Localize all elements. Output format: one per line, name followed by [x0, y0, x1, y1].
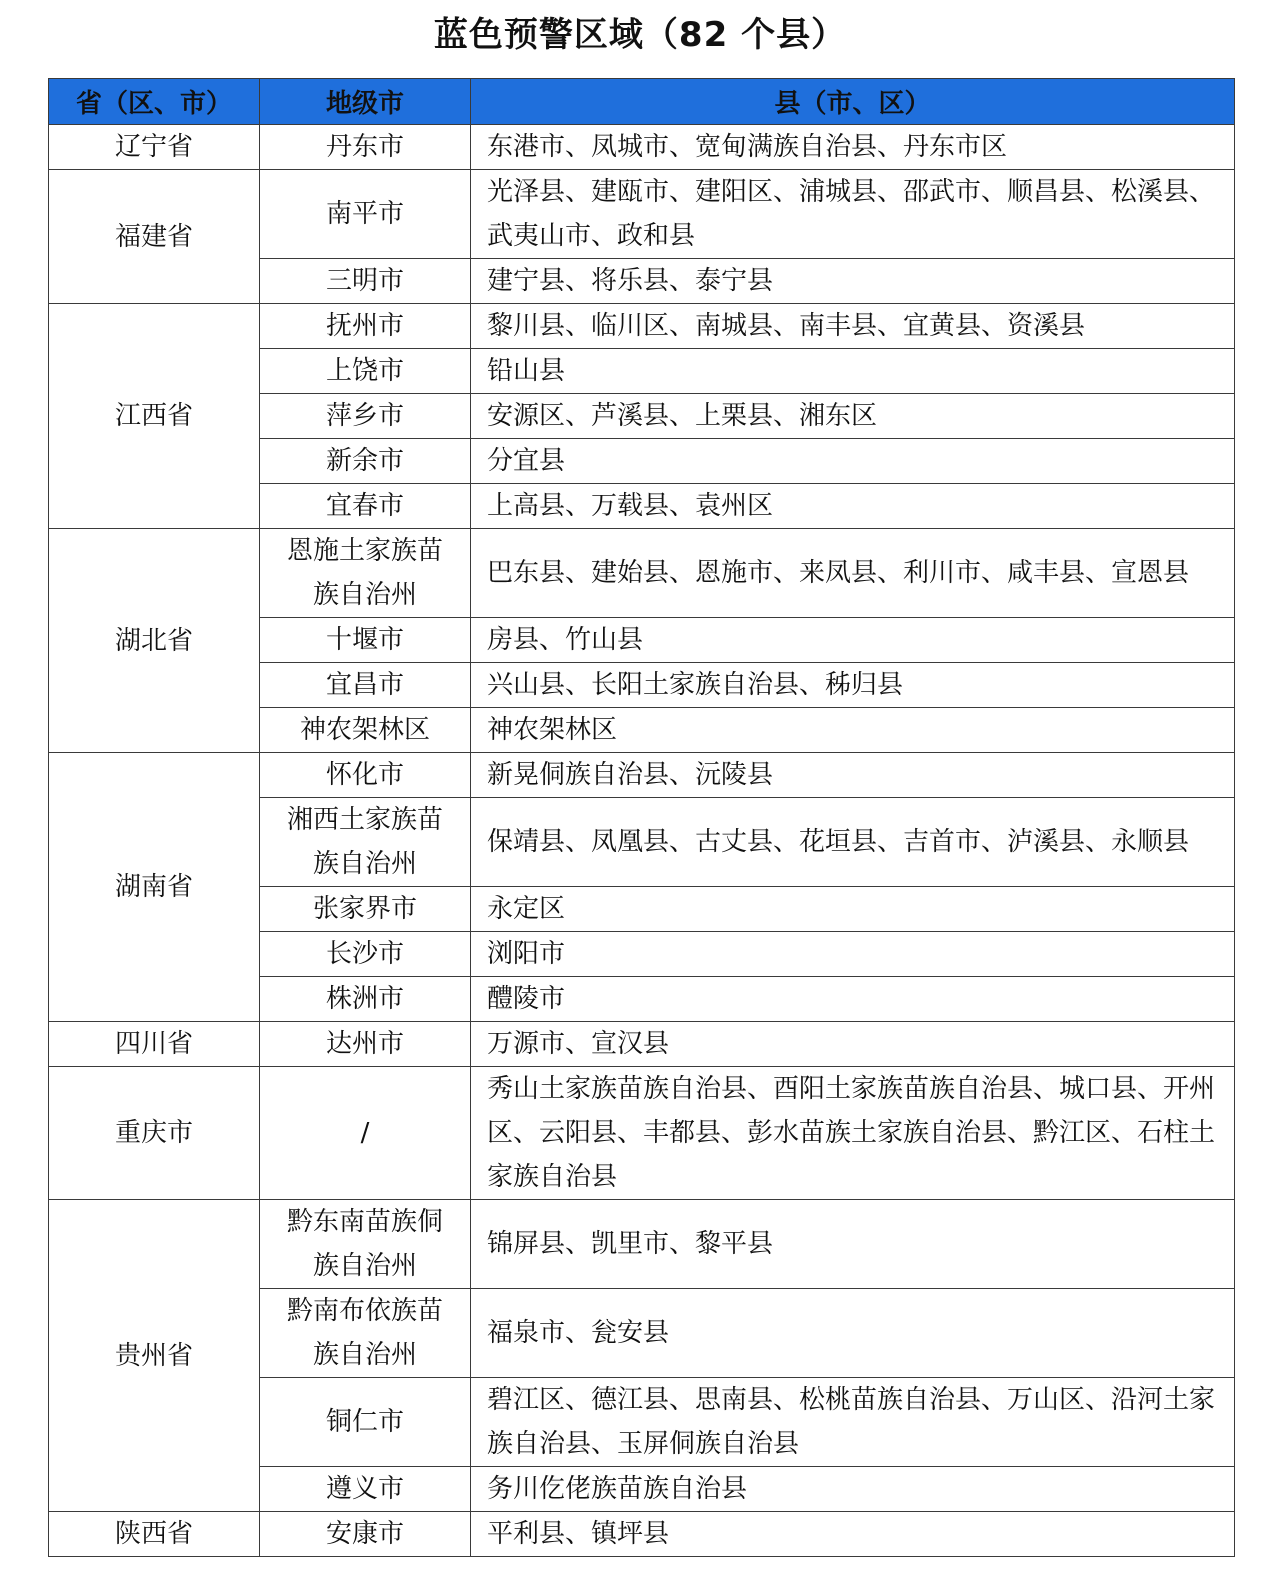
county-list-cell: 黎川县、临川区、南城县、南丰县、宜黄县、资溪县	[471, 304, 1235, 349]
city-name: /	[360, 1118, 370, 1148]
city-cell	[260, 798, 471, 887]
county-list-cell: 永定区	[471, 887, 1235, 932]
city-cell	[260, 663, 471, 708]
city-cell	[260, 484, 471, 529]
table-row	[49, 1512, 1235, 1557]
province-cell: 重庆市	[49, 1067, 260, 1200]
city-name: 宜昌市	[325, 670, 404, 700]
table-row	[49, 1067, 1235, 1200]
city-name: 株洲市	[325, 984, 404, 1014]
county-list-cell: 浏阳市	[471, 932, 1235, 977]
table-row	[49, 304, 1235, 349]
city-cell	[260, 932, 471, 977]
county-list-cell: 建宁县、将乐县、泰宁县	[471, 259, 1235, 304]
province-cell: 四川省	[49, 1022, 260, 1067]
county-list-cell: 神农架林区	[471, 708, 1235, 753]
city-cell	[260, 125, 471, 170]
city-name: 黔南布依族苗族自治州	[286, 1296, 443, 1370]
city-name: 黔东南苗族侗族自治州	[286, 1207, 443, 1281]
table-body	[49, 125, 1235, 1557]
city-cell	[260, 887, 471, 932]
city-name: 安康市	[325, 1519, 404, 1549]
page-title: 蓝色预警区域（82 个县）	[433, 15, 847, 55]
city-name: 三明市	[325, 266, 404, 296]
city-cell	[260, 1512, 471, 1557]
province-cell: 江西省	[49, 304, 260, 529]
city-name: 南平市	[325, 199, 404, 229]
city-cell	[260, 753, 471, 798]
county-list-cell: 巴东县、建始县、恩施市、来凤县、利川市、咸丰县、宣恩县	[471, 529, 1235, 618]
province-cell: 湖南省	[49, 753, 260, 1022]
city-cell	[260, 349, 471, 394]
county-list-cell: 分宜县	[471, 439, 1235, 484]
city-cell	[260, 1467, 471, 1512]
province-cell: 辽宁省	[49, 125, 260, 170]
header-province: 省（区、市）	[49, 79, 260, 125]
city-cell	[260, 1289, 471, 1378]
county-list-cell: 秀山土家族苗族自治县、酉阳土家族苗族自治县、城口县、开州区、云阳县、丰都县、彭水苗族土家族自治县、黔江区、石柱土家族自治县	[471, 1067, 1235, 1200]
county-list-cell: 平利县、镇坪县	[471, 1512, 1235, 1557]
city-cell	[260, 1067, 471, 1200]
county-list-cell: 铅山县	[471, 349, 1235, 394]
city-name: 抚州市	[325, 311, 404, 341]
county-list-cell: 福泉市、瓮安县	[471, 1289, 1235, 1378]
city-name: 上饶市	[325, 356, 404, 386]
city-name: 遵义市	[325, 1474, 404, 1504]
city-name: 张家界市	[312, 894, 417, 924]
table-row	[49, 1200, 1235, 1289]
city-name: 新余市	[325, 446, 404, 476]
table-row	[49, 1022, 1235, 1067]
county-list-cell: 锦屏县、凯里市、黎平县	[471, 1200, 1235, 1289]
county-list-cell: 上高县、万载县、袁州区	[471, 484, 1235, 529]
city-name: 萍乡市	[325, 401, 404, 431]
city-name: 铜仁市	[325, 1407, 404, 1437]
county-list-cell: 安源区、芦溪县、上栗县、湘东区	[471, 394, 1235, 439]
city-cell	[260, 708, 471, 753]
city-name: 十堰市	[325, 625, 404, 655]
city-name: 湘西土家族苗族自治州	[286, 805, 443, 879]
table-row	[49, 529, 1235, 618]
city-name: 丹东市	[325, 132, 404, 162]
county-list-cell: 房县、竹山县	[471, 618, 1235, 663]
city-cell	[260, 529, 471, 618]
table-row	[49, 125, 1235, 170]
county-list-cell: 万源市、宣汉县	[471, 1022, 1235, 1067]
header-row	[49, 79, 1235, 125]
city-cell	[260, 977, 471, 1022]
warning-region-table	[48, 78, 1235, 1557]
city-name: 怀化市	[325, 760, 404, 790]
city-name: 宜春市	[325, 491, 404, 521]
city-cell	[260, 1022, 471, 1067]
county-list-cell: 新晃侗族自治县、沅陵县	[471, 753, 1235, 798]
county-list-cell: 保靖县、凤凰县、古丈县、花垣县、吉首市、泸溪县、永顺县	[471, 798, 1235, 887]
province-cell: 湖北省	[49, 529, 260, 753]
province-cell: 贵州省	[49, 1200, 260, 1512]
city-cell	[260, 259, 471, 304]
city-name: 恩施土家族苗族自治州	[286, 536, 443, 610]
city-cell	[260, 1378, 471, 1467]
county-list-cell: 东港市、凤城市、宽甸满族自治县、丹东市区	[471, 125, 1235, 170]
header-city: 地级市	[260, 79, 471, 125]
province-cell: 福建省	[49, 170, 260, 304]
city-cell	[260, 170, 471, 259]
city-name: 达州市	[325, 1029, 404, 1059]
county-list-cell: 光泽县、建瓯市、建阳区、浦城县、邵武市、顺昌县、松溪县、武夷山市、政和县	[471, 170, 1235, 259]
city-cell	[260, 1200, 471, 1289]
county-list-cell: 务川仡佬族苗族自治县	[471, 1467, 1235, 1512]
county-list-cell: 碧江区、德江县、思南县、松桃苗族自治县、万山区、沿河土家族自治县、玉屏侗族自治县	[471, 1378, 1235, 1467]
city-cell	[260, 439, 471, 484]
city-cell	[260, 304, 471, 349]
city-name: 长沙市	[325, 939, 404, 969]
province-cell: 陕西省	[49, 1512, 260, 1557]
city-cell	[260, 618, 471, 663]
county-list-cell: 兴山县、长阳土家族自治县、秭归县	[471, 663, 1235, 708]
table-row	[49, 753, 1235, 798]
city-name: 神农架林区	[299, 715, 430, 745]
header-county: 县（市、区）	[471, 79, 1235, 125]
county-list-cell: 醴陵市	[471, 977, 1235, 1022]
city-cell	[260, 394, 471, 439]
table-row	[49, 170, 1235, 259]
